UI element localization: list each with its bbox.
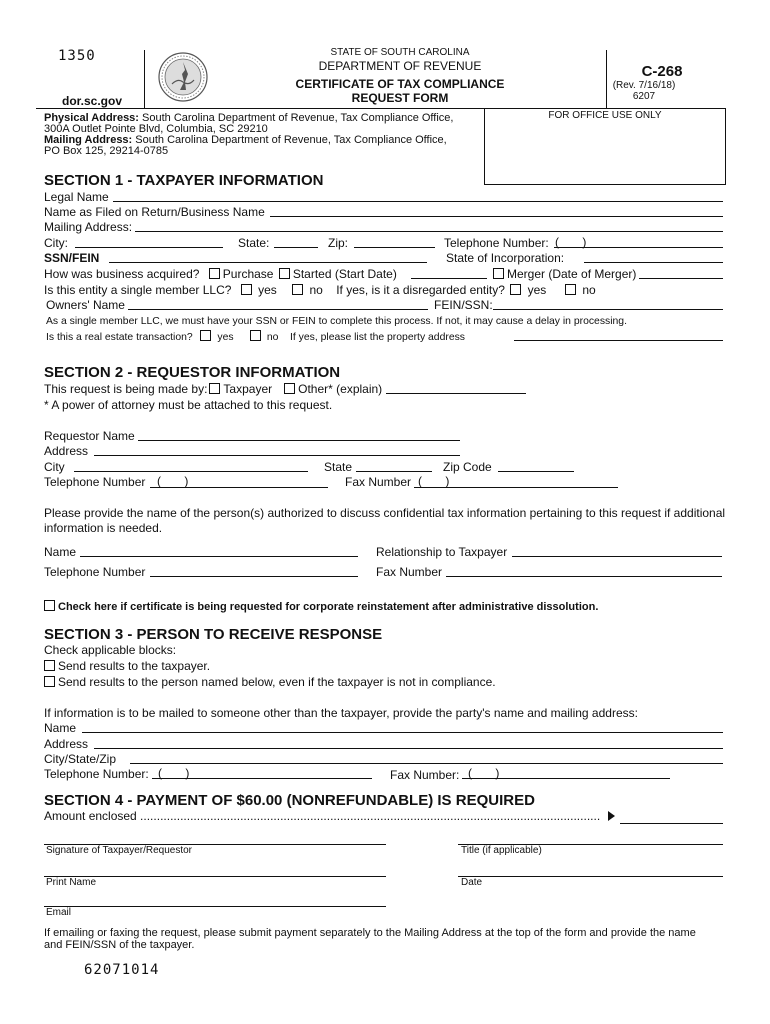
title-label: Title (if applicable)	[461, 845, 542, 856]
requestor-address-label: Address	[44, 444, 89, 458]
requestor-zip-field[interactable]	[498, 471, 574, 472]
requestor-fax-field[interactable]	[414, 487, 618, 488]
form-title-line1: CERTIFICATE OF TAX COMPLIANCE	[295, 77, 505, 91]
send-taxpayer-option: Send results to the taxpayer.	[44, 659, 210, 673]
barcode-number: 62071014	[84, 962, 160, 978]
property-address-field[interactable]	[514, 340, 723, 341]
merger-date-field[interactable]	[639, 278, 723, 279]
section4-title: SECTION 4 - PAYMENT OF $60.00 (NONREFUNDABLE) IS REQUIRED	[44, 792, 535, 809]
recipient-fax-area: ( )	[468, 766, 500, 780]
amount-enclosed-field[interactable]	[620, 823, 723, 824]
requestor-fax-area: ( )	[418, 474, 450, 488]
ssn-fein-label: SSN/FEIN	[44, 251, 100, 265]
date-label: Date	[461, 877, 483, 888]
authorized-telephone-label: Telephone Number	[44, 565, 146, 579]
disregarded-no-checkbox[interactable]	[565, 284, 576, 295]
merger-option: Merger (Date of Merger)	[491, 267, 636, 281]
recipient-city-field[interactable]	[130, 763, 723, 764]
send-person-checkbox[interactable]	[44, 676, 55, 687]
state-inc-field[interactable]	[584, 262, 723, 263]
state-seal-logo	[158, 52, 208, 102]
reinstatement-option: Check here if certificate is being requested for corporate reinstatement after administrative dissolution.	[44, 600, 598, 614]
section2-title: SECTION 2 - REQUESTOR INFORMATION	[44, 364, 341, 381]
started-checkbox[interactable]	[279, 268, 290, 279]
arrow-right-icon	[608, 811, 615, 821]
start-date-field[interactable]	[411, 278, 487, 279]
other-checkbox[interactable]	[284, 383, 295, 394]
other-explain-field[interactable]	[386, 393, 526, 394]
section1-title: SECTION 1 - TAXPAYER INFORMATION	[44, 172, 324, 189]
reinstatement-checkbox[interactable]	[44, 600, 55, 611]
taxpayer-checkbox[interactable]	[209, 383, 220, 394]
physical-address: Physical Address: South Carolina Department of Revenue, Tax Compliance Office,	[44, 112, 454, 124]
poa-note: * A power of attorney must be attached to this request.	[44, 398, 333, 412]
llc-no-checkbox[interactable]	[292, 284, 303, 295]
email-label: Email	[46, 907, 72, 918]
telephone-area-code: ( )	[555, 235, 587, 249]
form-code-number: 6207	[632, 91, 656, 102]
authorized-note: Please provide the name of the person(s) authorized to discuss confidential tax information pertaining to this request if additional	[44, 506, 726, 520]
merger-checkbox[interactable]	[493, 268, 504, 279]
authorized-name-label: Name	[44, 545, 77, 559]
state-name: STATE OF SOUTH CAROLINA	[330, 47, 470, 58]
mailing-address: Mailing Address: South Carolina Department of Revenue, Tax Compliance Office,	[44, 134, 447, 146]
requestor-name-field[interactable]	[138, 440, 460, 441]
requestor-state-field[interactable]	[356, 471, 432, 472]
disregarded-yes-checkbox[interactable]	[510, 284, 521, 295]
check-blocks-label: Check applicable blocks:	[44, 643, 177, 657]
requestor-telephone-area: ( )	[157, 474, 189, 488]
fein-ssn-field[interactable]	[493, 309, 723, 310]
authorized-fax-label: Fax Number	[376, 565, 443, 579]
request-made-by: This request is being made by: Taxpayer Other* (explain)	[44, 382, 383, 396]
mailing-address-label: Mailing Address:	[44, 220, 133, 234]
recipient-name-field[interactable]	[82, 732, 723, 733]
city-field[interactable]	[75, 247, 223, 248]
footer-note: If emailing or faxing the request, please submit payment separately to the Mailing Address at the top of the form and provide the name	[44, 927, 696, 939]
recipient-address-field[interactable]	[94, 748, 723, 749]
date-field[interactable]	[458, 876, 723, 877]
requestor-city-label: City	[44, 460, 65, 474]
ssn-fein-field[interactable]	[109, 262, 427, 263]
llc-question: Is this entity a single member LLC? yes no If yes, is it a disregarded entity? yes no	[44, 283, 596, 297]
requestor-telephone-field[interactable]	[150, 487, 328, 488]
fein-ssn-label: FEIN/SSN:	[434, 298, 493, 312]
owners-name-field[interactable]	[128, 309, 428, 310]
send-person-option: Send results to the person named below, even if the taxpayer is not in compliance.	[44, 675, 496, 689]
relationship-field[interactable]	[512, 556, 722, 557]
recipient-city-label: City/State/Zip	[44, 752, 117, 766]
requestor-zip-label: Zip Code	[443, 460, 492, 474]
requestor-state-label: State	[324, 460, 353, 474]
recipient-name-label: Name	[44, 721, 77, 735]
mailing-address-line2: PO Box 125, 29214-0785	[44, 145, 169, 157]
llc-note: As a single member LLC, we must have your SSN or FEIN to complete this process. If not, it may cause a delay in processing.	[46, 316, 627, 327]
mail-note: If information is to be mailed to someone other than the taxpayer, provide the party's name and mailing address:	[44, 706, 638, 720]
city-label: City:	[44, 236, 68, 250]
form-revision: (Rev. 7/16/18)	[612, 80, 676, 91]
authorized-note-line2: information is needed.	[44, 521, 163, 535]
physical-address-line2: 300A Outlet Pointe Blvd, Columbia, SC 29210	[44, 123, 268, 135]
recipient-fax-label: Fax Number:	[390, 768, 460, 782]
website[interactable]: dor.sc.gov	[62, 94, 123, 108]
code-divider	[606, 50, 607, 108]
telephone-label: Telephone Number:	[444, 236, 549, 250]
header-rule	[36, 108, 484, 109]
relationship-label: Relationship to Taxpayer	[376, 545, 508, 559]
zip-field[interactable]	[354, 247, 435, 248]
state-field[interactable]	[274, 247, 318, 248]
section3-title: SECTION 3 - PERSON TO RECEIVE RESPONSE	[44, 626, 383, 643]
real-estate-no-checkbox[interactable]	[250, 330, 261, 341]
send-taxpayer-checkbox[interactable]	[44, 660, 55, 671]
owners-name-label: Owners' Name	[46, 298, 125, 312]
state-label: State:	[238, 236, 270, 250]
telephone-field[interactable]	[554, 247, 723, 248]
print-name-label: Print Name	[46, 877, 97, 888]
authorized-telephone-field[interactable]	[150, 576, 358, 577]
form-code: C-268	[641, 63, 683, 80]
requestor-fax-label: Fax Number	[345, 475, 412, 489]
authorized-fax-field[interactable]	[446, 576, 722, 577]
requestor-city-field[interactable]	[74, 471, 308, 472]
requestor-name-label: Requestor Name	[44, 429, 135, 443]
state-inc-label: State of Incorporation:	[446, 251, 565, 265]
business-name-label: Name as Filed on Return/Business Name	[44, 205, 265, 219]
recipient-telephone-field[interactable]	[152, 778, 372, 779]
form-title-line2: REQUEST FORM	[351, 91, 449, 105]
department-name: DEPARTMENT OF REVENUE	[318, 59, 482, 73]
amount-enclosed-label: Amount enclosed ..........................................................................................................................................	[44, 809, 600, 823]
real-estate-yes-checkbox[interactable]	[200, 330, 211, 341]
business-name-field[interactable]	[270, 216, 723, 217]
recipient-address-label: Address	[44, 737, 89, 751]
signature-label: Signature of Taxpayer/Requestor	[46, 845, 193, 856]
recipient-telephone-label: Telephone Number:	[44, 767, 149, 781]
real-estate-question: Is this a real estate transaction? yes no If yes, please list the property address	[46, 332, 465, 343]
email-field[interactable]	[44, 906, 386, 907]
authorized-name-field[interactable]	[80, 556, 358, 557]
header-divider	[144, 50, 145, 108]
acquired-question: How was business acquired? Purchase Started (Start Date)	[44, 267, 397, 281]
legal-name-label: Legal Name	[44, 190, 109, 204]
zip-label: Zip:	[328, 236, 349, 250]
requestor-telephone-label: Telephone Number	[44, 475, 146, 489]
office-use-label: FOR OFFICE USE ONLY	[548, 110, 662, 121]
requestor-address-field[interactable]	[94, 455, 460, 456]
recipient-fax-field[interactable]	[462, 778, 670, 779]
recipient-telephone-area: ( )	[158, 766, 190, 780]
llc-yes-checkbox[interactable]	[241, 284, 252, 295]
footer-note-line2: and FEIN/SSN of the taxpayer.	[44, 939, 195, 951]
legal-name-field[interactable]	[113, 201, 723, 202]
mailing-address-field[interactable]	[135, 231, 723, 232]
purchase-checkbox[interactable]	[209, 268, 220, 279]
form-number-hand: 1350	[58, 48, 96, 64]
